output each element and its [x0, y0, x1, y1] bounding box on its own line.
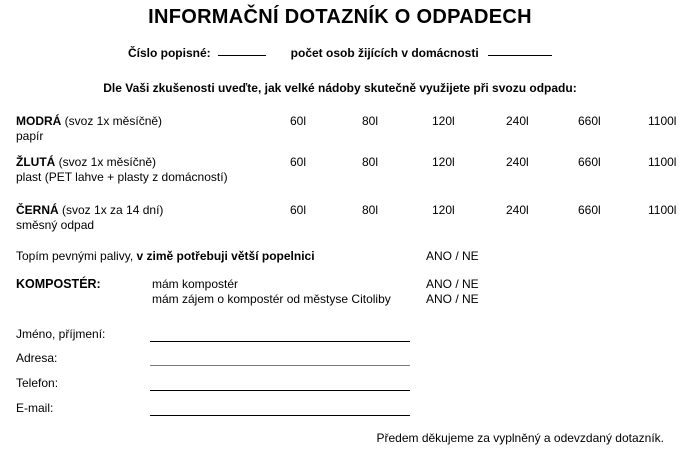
bin-frequency: (svoz 1x měsíčně) [64, 114, 163, 128]
composter-section-title: KOMPOSTÉR: [16, 277, 101, 291]
bin-heading [16, 155, 156, 169]
contact-field-input-line[interactable] [150, 341, 410, 342]
volume-option[interactable]: 240l [506, 114, 529, 128]
composter-answer-choice[interactable]: ANO / NE [426, 292, 479, 306]
heating-question [16, 249, 315, 263]
contact-field-label: Telefon: [16, 376, 59, 390]
volume-option[interactable]: 660l [578, 203, 601, 217]
bin-waste-type-line [16, 129, 43, 143]
household-persons-blank[interactable] [488, 55, 552, 56]
volume-option[interactable]: 80l [362, 203, 379, 217]
instruction-text: Dle Vaši zkušenosti uveďte, jak velké nádoby skutečně využijete při svozu odpadu: [103, 81, 577, 95]
composter-option-label: mám zájem o kompostér od městyse Citoliby [152, 292, 391, 306]
bin-color-name: MODRÁ [16, 114, 62, 128]
heating-question-text: Topím pevnými palivy, [16, 249, 134, 263]
header-identification-line [0, 46, 680, 60]
household-persons-label: počet osob žijících v domácnosti [290, 46, 479, 60]
bin-frequency: (svoz 1x za 14 dní) [62, 203, 164, 217]
bin-waste-type: plast [16, 170, 42, 184]
contact-field-input-line[interactable] [150, 365, 410, 366]
volume-option[interactable]: 1100l [648, 155, 677, 169]
contact-field-input-line[interactable] [150, 390, 410, 391]
heating-question-emphasis: v zimě potřebuji větší popelnici [136, 249, 315, 263]
volume-option[interactable]: 1100l [648, 114, 677, 128]
volume-option[interactable]: 60l [290, 155, 307, 169]
contact-field-label: E-mail: [16, 401, 54, 415]
composter-answer-choice[interactable]: ANO / NE [426, 277, 479, 291]
composter-option-label: mám kompostér [152, 277, 239, 291]
bin-color-name: ČERNÁ [16, 203, 59, 217]
contact-field-label: Jméno, příjmení: [16, 327, 106, 341]
bin-frequency: (svoz 1x měsíčně) [58, 155, 157, 169]
volume-option[interactable]: 80l [362, 155, 379, 169]
footer-thank-you: Předem děkujeme za vyplněný a odevzdaný dotazník. [376, 431, 664, 445]
heating-answer-choice[interactable]: ANO / NE [426, 249, 479, 263]
volume-option[interactable]: 80l [362, 114, 379, 128]
contact-field-input-line[interactable] [150, 415, 410, 416]
bin-waste-type: papír [16, 129, 44, 143]
volume-option[interactable]: 240l [506, 203, 529, 217]
bin-waste-type: směsný odpad [16, 218, 95, 232]
volume-option[interactable]: 120l [432, 114, 455, 128]
bin-heading [16, 114, 162, 128]
volume-option[interactable]: 1100l [648, 203, 677, 217]
volume-option[interactable]: 120l [432, 155, 455, 169]
bin-waste-type-line [16, 170, 228, 184]
house-number-label: Číslo popisné: [127, 46, 211, 60]
house-number-blank[interactable] [218, 55, 266, 56]
volume-option[interactable]: 660l [578, 155, 601, 169]
volume-option[interactable]: 240l [506, 155, 529, 169]
bin-heading [16, 203, 163, 217]
bin-color-name: ŽLUTÁ [16, 155, 56, 169]
page-title: INFORMAČNÍ DOTAZNÍK O ODPADECH [148, 6, 532, 28]
bin-waste-type-line [16, 218, 94, 232]
volume-option[interactable]: 120l [432, 203, 455, 217]
volume-option[interactable]: 660l [578, 114, 601, 128]
volume-option[interactable]: 60l [290, 114, 307, 128]
volume-option[interactable]: 60l [290, 203, 307, 217]
bin-waste-type-note: (PET lahve + plasty z domácností) [44, 170, 228, 184]
contact-field-label: Adresa: [16, 351, 58, 365]
